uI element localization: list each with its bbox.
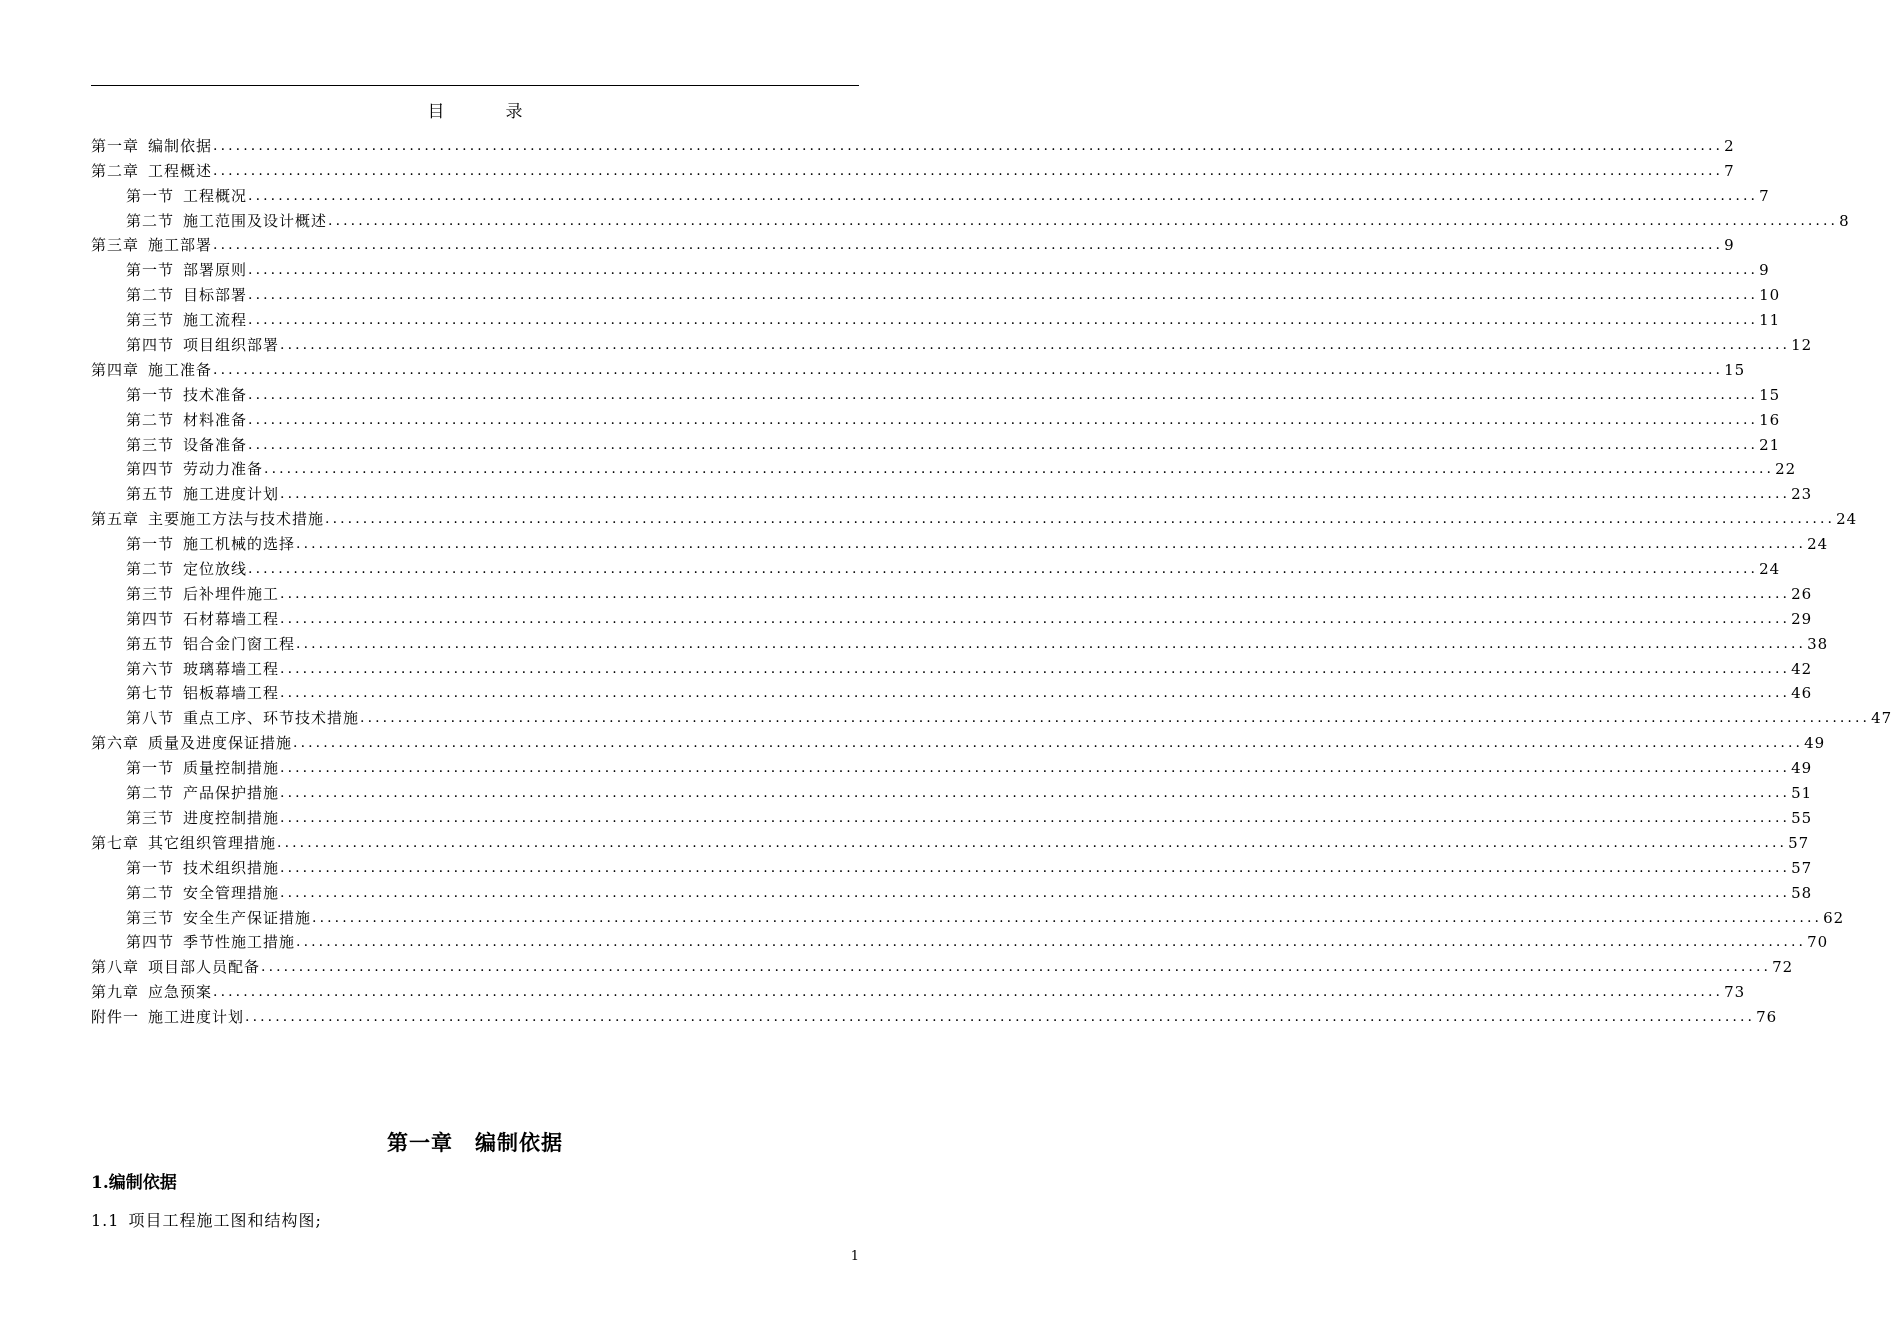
toc-entry-page: 22 — [1775, 460, 1797, 479]
toc-entry-number: 第二节 — [126, 883, 175, 902]
toc-entry-label — [126, 808, 279, 828]
toc-entry-number: 第一节 — [126, 385, 175, 404]
toc-entry-number: 附件一 — [91, 1008, 140, 1027]
toc-entry[interactable] — [91, 928, 1829, 953]
toc-leader-dots: ........................................................................................................................................................................................................ — [325, 511, 1836, 528]
toc-entry-page: 38 — [1807, 634, 1829, 653]
toc-entry-label — [91, 833, 276, 853]
toc-entry-title: 项目组织部署 — [183, 336, 280, 355]
toc-entry-label — [91, 360, 212, 380]
toc-entry-label — [126, 783, 279, 803]
toc-entry-title: 施工机械的选择 — [183, 535, 296, 554]
toc-leader-dots: ........................................................................................................................................................................................................ — [213, 984, 1724, 1001]
toc-entry-label — [91, 733, 292, 753]
toc-leader-dots: ........................................................................................................................................................................................................ — [248, 312, 1759, 329]
toc-entry-number: 第五节 — [126, 485, 175, 504]
toc-entry-title: 工程概况 — [183, 186, 248, 205]
toc-entry-number: 第三章 — [91, 236, 140, 255]
toc-entry-title: 产品保护措施 — [183, 784, 280, 803]
toc-entry-title: 其它组织管理措施 — [148, 833, 277, 852]
toc-leader-dots: ........................................................................................................................................................................................................ — [293, 735, 1804, 752]
toc-entry-title: 铝板幕墙工程 — [183, 684, 280, 703]
toc-entry-number: 第一节 — [126, 535, 175, 554]
chapter-heading: 第一章 编制依据 — [387, 1130, 563, 1155]
toc-entry-label — [126, 683, 279, 703]
toc-entry-page: 15 — [1759, 385, 1781, 404]
toc-entry-label — [126, 310, 247, 330]
toc-entry[interactable] — [91, 255, 1770, 280]
toc-entry[interactable] — [91, 305, 1781, 330]
toc-leader-dots: ........................................................................................................................................................................................................ — [280, 859, 1791, 876]
toc-entry-label — [126, 932, 295, 952]
toc-entry-page: 57 — [1788, 833, 1810, 852]
toc-entry-page: 76 — [1756, 1008, 1778, 1027]
toc-entry-page: 15 — [1724, 360, 1746, 379]
toc-entry-number: 第二章 — [91, 161, 140, 180]
toc-entry[interactable] — [91, 430, 1781, 455]
toc-entry-label — [126, 484, 279, 504]
toc-entry[interactable] — [91, 903, 1845, 928]
toc-entry-title: 季节性施工措施 — [183, 933, 296, 952]
toc-entry-page: 21 — [1759, 435, 1781, 454]
toc-entry-number: 第一节 — [126, 186, 175, 205]
toc-entry-page: 73 — [1724, 983, 1746, 1002]
toc-entry-title: 主要施工方法与技术措施 — [148, 510, 325, 529]
toc-entry-title: 施工进度计划 — [183, 485, 280, 504]
toc-leader-dots: ........................................................................................................................................................................................................ — [213, 237, 1724, 254]
toc-entry-label — [126, 708, 359, 728]
page-number: 1 — [850, 1249, 859, 1264]
toc-entry[interactable] — [91, 778, 1813, 803]
toc-entry-label — [126, 335, 279, 355]
toc-entry-label — [126, 385, 247, 405]
toc-entry-page: 10 — [1759, 286, 1781, 305]
toc-leader-dots: ........................................................................................................................................................................................................ — [280, 884, 1791, 901]
toc-entry-title: 玻璃幕墙工程 — [183, 659, 280, 678]
toc-entry-label — [126, 186, 247, 206]
toc-entry-number: 第六节 — [126, 659, 175, 678]
toc-entry[interactable] — [91, 629, 1829, 654]
toc-entry-title: 工程概述 — [148, 161, 213, 180]
toc-entry-title: 施工进度计划 — [148, 1008, 245, 1027]
toc-entry-title: 劳动力准备 — [183, 460, 264, 479]
toc-entry-page: 49 — [1804, 734, 1826, 753]
paragraph-number: 1.1 — [91, 1211, 120, 1230]
toc-entry-label — [126, 883, 279, 903]
toc-entry[interactable] — [91, 355, 1746, 380]
toc-entry-number: 第一节 — [126, 759, 175, 778]
toc-title: 目 录 — [427, 102, 545, 122]
toc-leader-dots: ........................................................................................................................................................................................................ — [296, 635, 1807, 652]
header-rule — [91, 85, 859, 86]
toc-entry-label — [91, 982, 212, 1002]
toc-entry-label — [91, 957, 260, 977]
toc-entry-label — [126, 260, 247, 280]
toc-entry-page: 70 — [1807, 933, 1829, 952]
toc-leader-dots: ........................................................................................................................................................................................................ — [213, 162, 1724, 179]
toc-leader-dots: ........................................................................................................................................................................................................ — [296, 934, 1807, 951]
toc-entry-number: 第四章 — [91, 360, 140, 379]
toc-entry-label — [126, 609, 279, 629]
toc-entry[interactable] — [91, 679, 1813, 704]
toc-entry-page: 7 — [1759, 186, 1770, 205]
toc-entry[interactable] — [91, 156, 1735, 181]
toc-leader-dots: ........................................................................................................................................................................................................ — [248, 287, 1759, 304]
toc-entry[interactable] — [91, 853, 1813, 878]
toc-leader-dots: ........................................................................................................................................................................................................ — [248, 561, 1759, 578]
toc-entry-title: 质量控制措施 — [183, 759, 280, 778]
toc-entry-number: 第七章 — [91, 833, 140, 852]
toc-entry-number: 第五节 — [126, 634, 175, 653]
toc-leader-dots: ........................................................................................................................................................................................................ — [261, 959, 1772, 976]
toc-entry[interactable] — [91, 131, 1735, 156]
toc-entry[interactable] — [91, 579, 1813, 604]
toc-entry[interactable] — [91, 878, 1813, 903]
toc-entry-number: 第一章 — [91, 136, 140, 155]
toc-leader-dots: ........................................................................................................................................................................................................ — [248, 411, 1759, 428]
toc-entry[interactable] — [91, 405, 1781, 430]
toc-entry-page: 16 — [1759, 410, 1781, 429]
toc-entry-number: 第二节 — [126, 560, 175, 579]
toc-entry-label — [126, 534, 295, 554]
toc-entry-page: 24 — [1836, 510, 1858, 529]
toc-entry-title: 设备准备 — [183, 435, 248, 454]
toc-entry-title: 施工范围及设计概述 — [183, 211, 328, 230]
toc-entry-title: 材料准备 — [183, 410, 248, 429]
toc-entry-page: 55 — [1791, 808, 1813, 827]
toc-entry-page: 51 — [1791, 784, 1813, 803]
toc-entry-label — [91, 509, 324, 529]
toc-entry-title: 定位放线 — [183, 560, 248, 579]
toc-leader-dots: ........................................................................................................................................................................................................ — [280, 660, 1791, 677]
toc-entry-page: 57 — [1791, 858, 1813, 877]
toc-entry-label — [126, 559, 247, 579]
toc-entry-page: 72 — [1772, 958, 1794, 977]
toc-entry-number: 第五章 — [91, 510, 140, 529]
toc-leader-dots: ........................................................................................................................................................................................................ — [213, 361, 1724, 378]
toc-entry-label — [91, 1007, 244, 1027]
toc-entry[interactable] — [91, 728, 1826, 753]
toc-entry-page: 62 — [1823, 908, 1845, 927]
toc-entry-label — [91, 136, 212, 156]
toc-entry-page: 2 — [1724, 136, 1735, 155]
section-heading: 1.编制依据 — [91, 1173, 177, 1193]
toc-leader-dots: ........................................................................................................................................................................................................ — [296, 536, 1807, 553]
toc-leader-dots: ........................................................................................................................................................................................................ — [264, 461, 1775, 478]
toc-entry-number: 第二节 — [126, 286, 175, 305]
toc-entry[interactable] — [91, 977, 1746, 1002]
toc-leader-dots: ........................................................................................................................................................................................................ — [248, 262, 1759, 279]
paragraph-text: 项目工程施工图和结构图; — [128, 1211, 322, 1230]
toc-entry-title: 进度控制措施 — [183, 808, 280, 827]
toc-entry[interactable] — [91, 828, 1810, 853]
toc-entry[interactable] — [91, 703, 1892, 728]
toc-entry-page: 26 — [1791, 584, 1813, 603]
toc-entry-label — [126, 211, 327, 231]
toc-entry-title: 部署原则 — [183, 261, 248, 280]
toc-entry-page: 8 — [1839, 211, 1850, 230]
toc-entry-title: 铝合金门窗工程 — [183, 634, 296, 653]
toc-entry-page: 7 — [1724, 161, 1735, 180]
toc-leader-dots: ........................................................................................................................................................................................................ — [248, 386, 1759, 403]
toc-leader-dots: ........................................................................................................................................................................................................ — [360, 710, 1871, 727]
toc-entry-page: 24 — [1759, 560, 1781, 579]
toc-entry-label — [126, 459, 263, 479]
toc-entry-number: 第二节 — [126, 410, 175, 429]
toc-entry-number: 第七节 — [126, 684, 175, 703]
paragraph — [91, 1208, 322, 1231]
toc-entry-label — [126, 285, 247, 305]
toc-leader-dots: ........................................................................................................................................................................................................ — [280, 486, 1791, 503]
toc-entry-number: 第二节 — [126, 211, 175, 230]
toc-entry-label — [91, 161, 212, 181]
toc-entry-number: 第九章 — [91, 983, 140, 1002]
toc-entry-label — [91, 235, 212, 255]
toc-entry-label — [126, 758, 279, 778]
table-of-contents — [91, 131, 1892, 1027]
toc-entry-page: 9 — [1724, 236, 1735, 255]
toc-entry[interactable] — [91, 803, 1813, 828]
toc-entry-title: 技术组织措施 — [183, 858, 280, 877]
toc-entry-number: 第八章 — [91, 958, 140, 977]
toc-entry-number: 第三节 — [126, 584, 175, 603]
toc-entry-number: 第一节 — [126, 858, 175, 877]
toc-leader-dots: ........................................................................................................................................................................................................ — [328, 212, 1839, 229]
toc-entry-page: 58 — [1791, 883, 1813, 902]
toc-entry-page: 9 — [1759, 261, 1770, 280]
toc-entry-label — [126, 908, 311, 928]
toc-entry-title: 施工准备 — [148, 360, 213, 379]
toc-entry-label — [126, 634, 295, 654]
toc-entry[interactable] — [91, 753, 1813, 778]
toc-entry-label — [126, 858, 279, 878]
toc-entry-number: 第三节 — [126, 908, 175, 927]
toc-entry-number: 第三节 — [126, 311, 175, 330]
toc-entry[interactable] — [91, 654, 1813, 679]
toc-entry-label — [126, 410, 247, 430]
toc-entry-title: 应急预案 — [148, 983, 213, 1002]
toc-entry-number: 第四节 — [126, 336, 175, 355]
toc-leader-dots: ........................................................................................................................................................................................................ — [280, 809, 1791, 826]
toc-entry-number: 第一节 — [126, 261, 175, 280]
toc-entry-title: 质量及进度保证措施 — [148, 734, 293, 753]
toc-entry[interactable] — [91, 330, 1813, 355]
toc-entry[interactable] — [91, 206, 1850, 231]
toc-leader-dots: ........................................................................................................................................................................................................ — [280, 585, 1791, 602]
toc-entry-page: 29 — [1791, 609, 1813, 628]
toc-leader-dots: ........................................................................................................................................................................................................ — [248, 187, 1759, 204]
toc-entry-title: 重点工序、环节技术措施 — [183, 709, 360, 728]
toc-entry-number: 第四节 — [126, 609, 175, 628]
toc-entry[interactable] — [91, 181, 1770, 206]
toc-entry[interactable] — [91, 554, 1781, 579]
toc-entry[interactable] — [91, 952, 1794, 977]
toc-entry-title: 编制依据 — [148, 136, 213, 155]
toc-entry-title: 目标部署 — [183, 286, 248, 305]
toc-entry-title: 项目部人员配备 — [148, 958, 261, 977]
toc-leader-dots: ........................................................................................................................................................................................................ — [213, 137, 1724, 154]
toc-leader-dots: ........................................................................................................................................................................................................ — [277, 834, 1788, 851]
toc-entry-label — [126, 659, 279, 679]
toc-entry[interactable] — [91, 479, 1813, 504]
toc-entry-page: 47 — [1871, 709, 1892, 728]
toc-entry-title: 施工部署 — [148, 236, 213, 255]
toc-entry-page: 11 — [1759, 311, 1781, 330]
toc-entry-number: 第四节 — [126, 933, 175, 952]
toc-entry[interactable] — [91, 504, 1858, 529]
toc-entry-page: 24 — [1807, 535, 1829, 554]
toc-entry-page: 12 — [1791, 336, 1813, 355]
toc-leader-dots: ........................................................................................................................................................................................................ — [280, 785, 1791, 802]
toc-entry-number: 第六章 — [91, 734, 140, 753]
toc-entry[interactable] — [91, 380, 1781, 405]
toc-entry-number: 第三节 — [126, 435, 175, 454]
toc-entry[interactable] — [91, 280, 1781, 305]
toc-entry-page: 23 — [1791, 485, 1813, 504]
toc-leader-dots: ........................................................................................................................................................................................................ — [280, 685, 1791, 702]
toc-entry-number: 第八节 — [126, 709, 175, 728]
toc-entry-label — [126, 584, 279, 604]
toc-entry-page: 46 — [1791, 684, 1813, 703]
toc-entry-page: 42 — [1791, 659, 1813, 678]
toc-entry[interactable] — [91, 604, 1813, 629]
toc-entry[interactable] — [91, 231, 1735, 256]
toc-leader-dots: ........................................................................................................................................................................................................ — [312, 909, 1823, 926]
toc-entry-number: 第三节 — [126, 808, 175, 827]
toc-leader-dots: ........................................................................................................................................................................................................ — [248, 436, 1759, 453]
toc-leader-dots: ........................................................................................................................................................................................................ — [280, 760, 1791, 777]
toc-entry-title: 安全生产保证措施 — [183, 908, 312, 927]
toc-entry-title: 后补埋件施工 — [183, 584, 280, 603]
toc-entry-title: 施工流程 — [183, 311, 248, 330]
toc-leader-dots: ........................................................................................................................................................................................................ — [280, 610, 1791, 627]
toc-entry-number: 第四节 — [126, 460, 175, 479]
toc-entry[interactable] — [91, 455, 1797, 480]
toc-entry-title: 技术准备 — [183, 385, 248, 404]
toc-leader-dots: ........................................................................................................................................................................................................ — [280, 337, 1791, 354]
toc-entry[interactable] — [91, 1002, 1778, 1027]
toc-entry-title: 石材幕墙工程 — [183, 609, 280, 628]
toc-entry-label — [126, 435, 247, 455]
toc-entry[interactable] — [91, 529, 1829, 554]
toc-entry-title: 安全管理措施 — [183, 883, 280, 902]
toc-entry-number: 第二节 — [126, 784, 175, 803]
toc-leader-dots: ........................................................................................................................................................................................................ — [245, 1009, 1756, 1026]
toc-entry-page: 49 — [1791, 759, 1813, 778]
